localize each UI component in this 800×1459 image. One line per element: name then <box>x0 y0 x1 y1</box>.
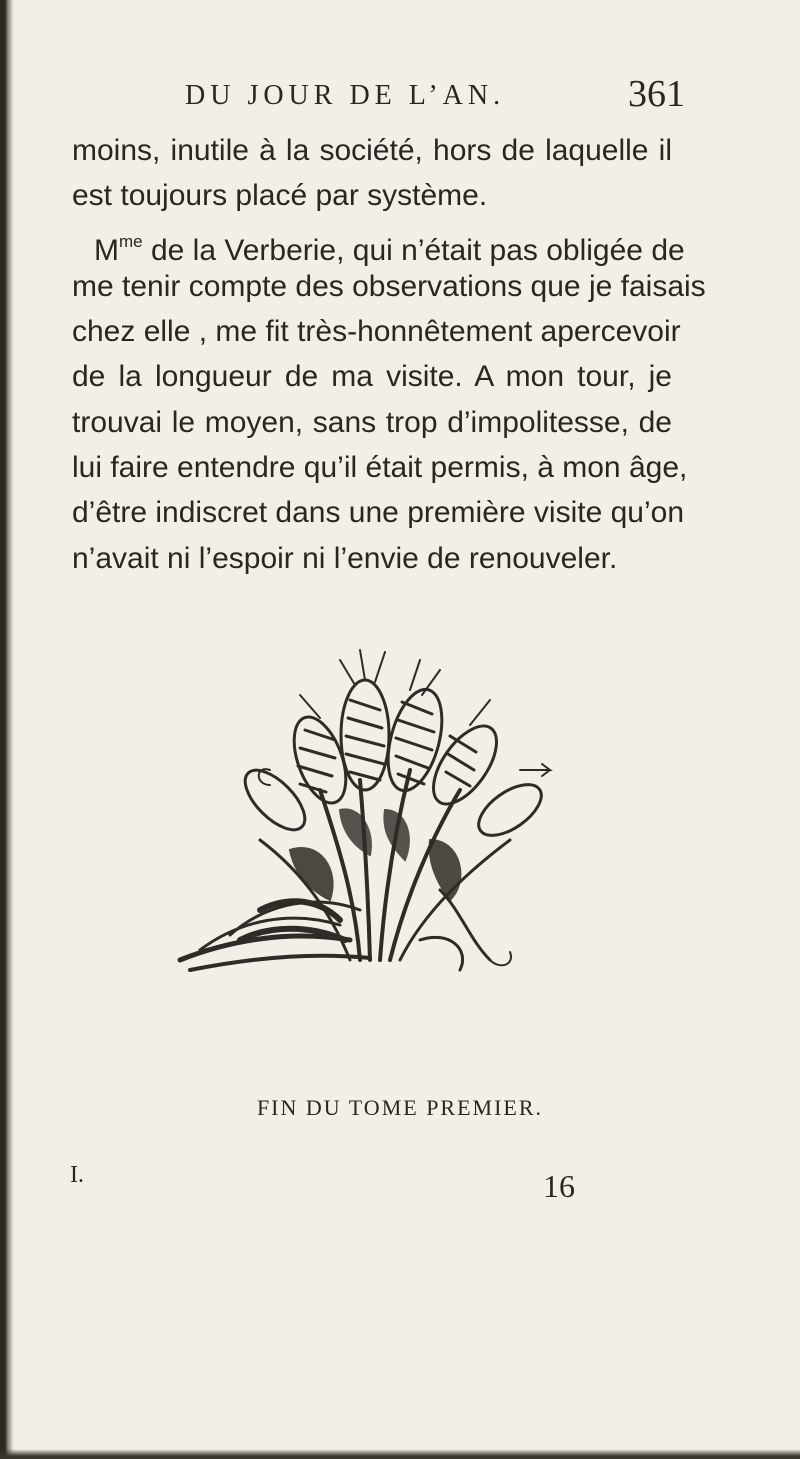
text-line: chez elle , me fit très-honnêtement apercevoir <box>72 315 681 349</box>
mme-abbrev: $M^{me}$ <box>94 231 143 267</box>
page-number: 361 <box>628 73 685 115</box>
text-line: moins, inutile à la société, hors de laquelle il <box>72 134 672 167</box>
wheat-sheaf-ornament-icon <box>170 640 620 980</box>
text-line: d’être indiscret dans une première visite qu’on <box>72 496 684 530</box>
gathering-number: 16 <box>543 1168 575 1204</box>
colophon: FIN DU TOME PREMIER. <box>256 1095 544 1120</box>
text-line: trouvai le moyen, sans trop d’impolitesse, de <box>72 405 672 439</box>
text-line: est toujours placé par système. <box>72 179 488 213</box>
page-bottom-edge <box>0 1449 800 1459</box>
text-line: me tenir compte des observations que je faisais <box>72 269 706 303</box>
running-head-title: DU JOUR DE L’AN. <box>185 80 506 111</box>
text-line: n’avait ni l’espoir ni l’envie de renouveler. <box>72 541 618 575</box>
body-text <box>72 128 706 581</box>
text-line: de la longueur de ma visite. A mon tour, je <box>72 360 672 394</box>
signature-mark: I. <box>70 1162 84 1188</box>
text-line: lui faire entendre qu’il était permis, à mon âge, <box>72 451 688 485</box>
text-line: $M^{me}$ de la Verberie, qui n’était pas obligée de <box>94 231 685 267</box>
binding-edge <box>0 0 14 1459</box>
running-head <box>185 66 685 116</box>
